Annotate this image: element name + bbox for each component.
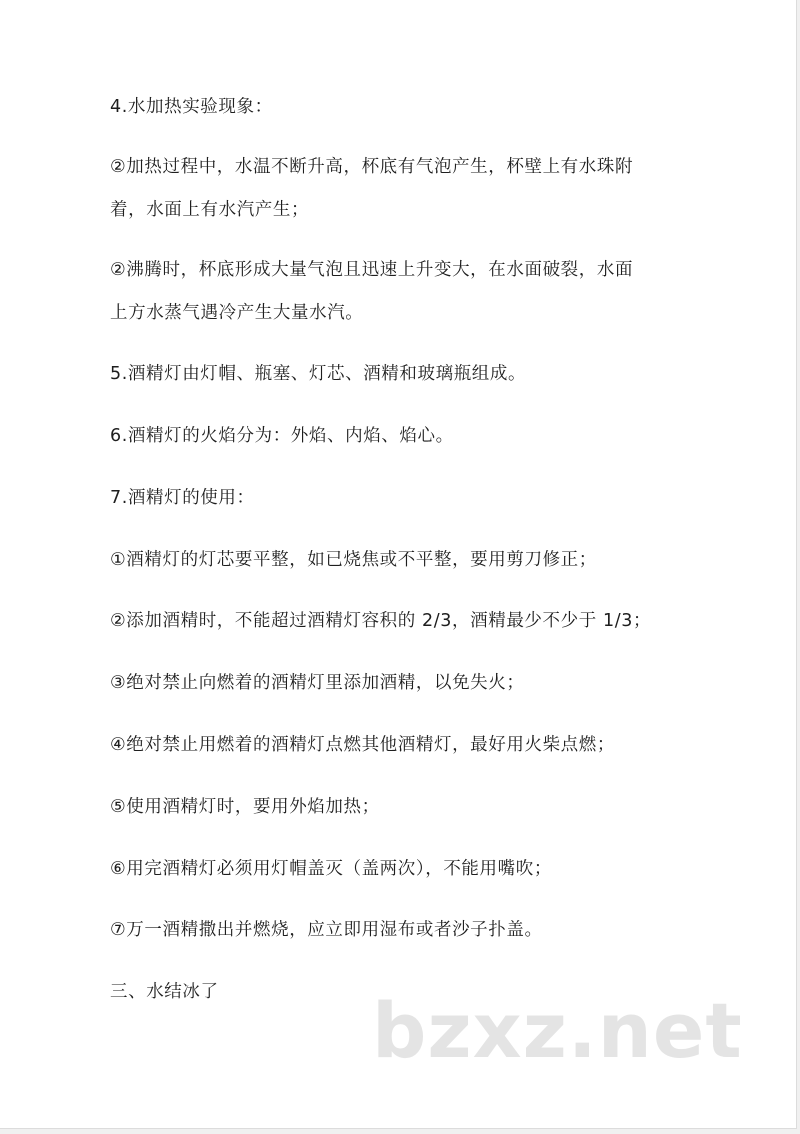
item-7-point-6: ⑥用完酒精灯必须用灯帽盖灭（盖两次），不能用嘴吹；: [110, 859, 552, 879]
item-4-point-2-line-2: 上方水蒸气遇冷产生大量水汽。: [110, 303, 364, 323]
heading-item-4: 4.水加热实验现象：: [110, 97, 273, 117]
item-5: 5.酒精灯由灯帽、瓶塞、灯芯、酒精和玻璃瓶组成。: [110, 364, 527, 384]
section-heading-3: 三、水结冰了: [110, 982, 219, 1002]
item-4-point-2-line-1: ②沸腾时，杯底形成大量气泡且迅速上升变大，在水面破裂，水面: [110, 260, 634, 280]
item-7-point-4: ④绝对禁止用燃着的酒精灯点燃其他酒精灯，最好用火柴点燃；: [110, 735, 615, 755]
heading-item-7: 7.酒精灯的使用：: [110, 488, 255, 508]
item-7-point-5: ⑤使用酒精灯时，要用外焰加热；: [110, 797, 380, 817]
watermark: bzxz.net: [372, 986, 743, 1075]
item-7-point-1: ①酒精灯的灯芯要平整，如已烧焦或不平整，要用剪刀修正；: [110, 550, 597, 570]
item-4-point-1-line-1: ②加热过程中，水温不断升高，杯底有气泡产生，杯壁上有水珠附: [110, 157, 634, 177]
item-7-point-7: ⑦万一酒精撒出并燃烧，应立即用湿布或者沙子扑盖。: [110, 920, 543, 940]
item-7-point-2: ②添加酒精时，不能超过酒精灯容积的 2/3，酒精最少不少于 1/3；: [110, 611, 652, 631]
item-6: 6.酒精灯的火焰分为：外焰、内焰、焰心。: [110, 426, 454, 446]
item-4-point-1-line-2: 着，水面上有水汽产生；: [110, 200, 310, 220]
item-7-point-3: ③绝对禁止向燃着的酒精灯里添加酒精，以免失火；: [110, 673, 525, 693]
